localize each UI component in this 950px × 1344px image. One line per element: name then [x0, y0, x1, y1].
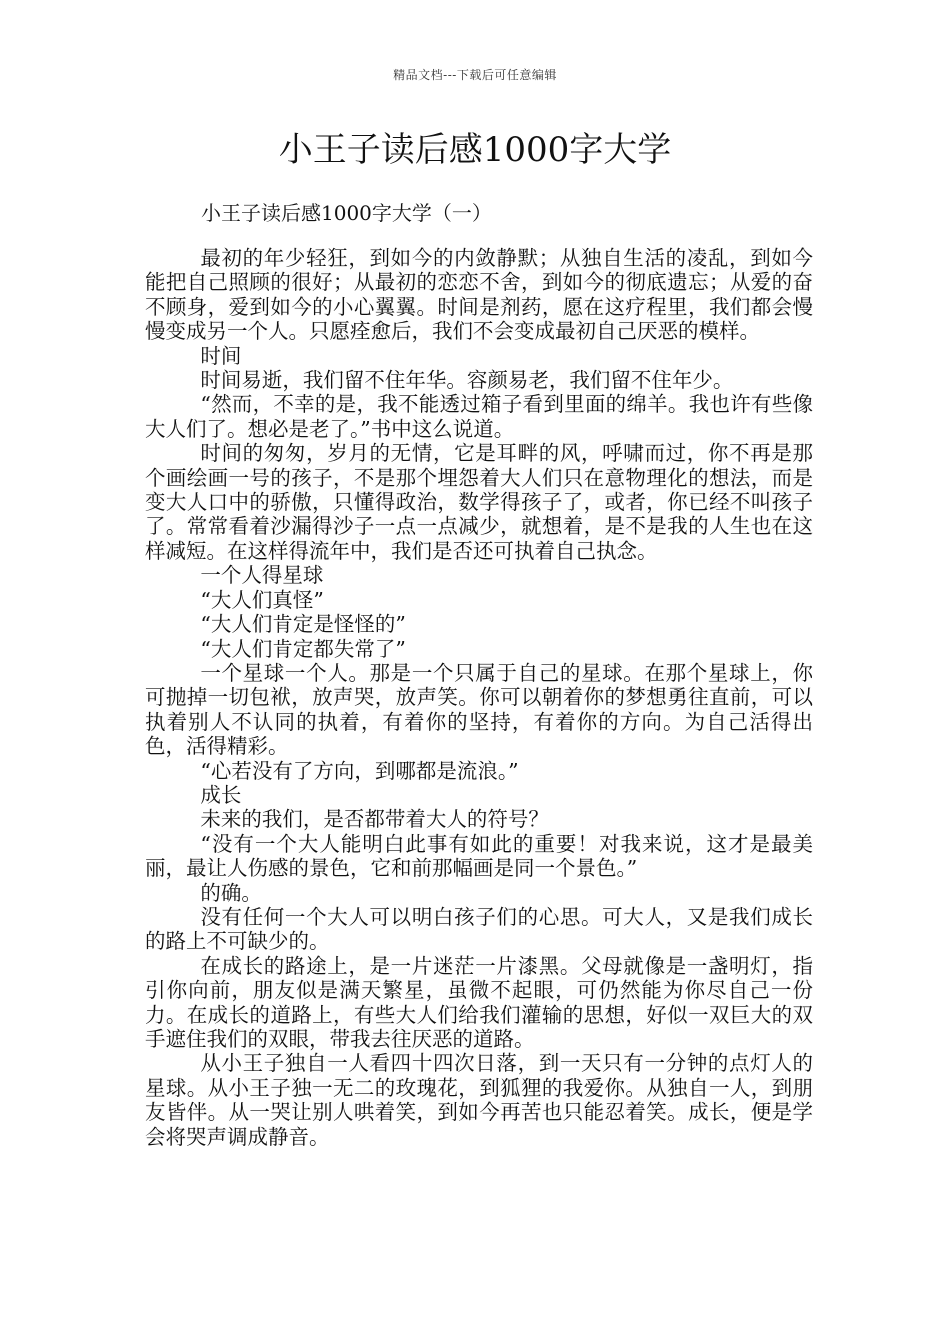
paragraph: 从小王子独自一人看四十四次日落，到一天只有一分钟的点灯人的星球。从小王子独一无二的玫瑰花，到狐狸的我爱你。从独自一人，到朋友皆伴。从一哭让别人哄着笑，到如今再苦也只能忍着笑。成长，便是学会将哭声调成静音。	[145, 1051, 813, 1149]
paragraph: 最初的年少轻狂，到如今的内敛静默；从独自生活的凌乱，到如今能把自己照顾的很好；从最初的恋恋不舍，到如今的彻底遗忘；从爱的奋不顾身，爱到如今的小心翼翼。时间是剂药，愿在这疗程里，我们都会慢慢变成另一个人。只愿痊愈后，我们不会变成最初自己厌恶的模样。	[145, 246, 813, 344]
document-title: 小王子读后感1000字大学	[278, 130, 672, 170]
body-text	[145, 246, 813, 1149]
paragraph: 一个星球一个人。那是一个只属于自己的星球。在那个星球上，你可抛掉一切包袱，放声哭，放声笑。你可以朝着你的梦想勇往直前，可以执着别人不认同的执着，有着你的坚持，有着你的方向。为自己活得出色，活得精彩。	[145, 660, 813, 759]
quote-line: “大人们真怪”	[200, 587, 324, 612]
section-heading: 时间	[200, 343, 242, 368]
quote-line: “大人们肯定是怪怪的”	[200, 612, 406, 637]
quote-line: “心若没有了方向，到哪都是流浪。”	[200, 758, 519, 783]
paragraph: 没有任何一个大人可以明白孩子们的心思。可大人，又是我们成长的路上不可缺少的。	[145, 904, 813, 954]
paragraph: 在成长的路途上，是一片迷茫一片漆黑。父母就像是一盏明灯，指引你向前，朋友似是满天繁星，虽微不起眼，可仍然能为你尽自己一份力。在成长的道路上，有些大人们给我们灌输的思想，好似一双巨大的双手遮住我们的双眼，带我去往厌恶的道路。	[145, 953, 813, 1051]
quote-line: “大人们肯定都失常了”	[200, 636, 406, 661]
section-heading: 一个人得星球	[200, 563, 324, 588]
quote-paragraph: “然而，不幸的是，我不能透过箱子看到里面的绵羊。我也许有些像大人们了。想必是老了。”书中这么说道。	[145, 392, 813, 441]
paragraph: 时间的匆匆，岁月的无情，它是耳畔的风，呼啸而过，你不再是那个画绘画一号的孩子，不是那个埋怨着大人们只在意物理化的想法，而是变大人口中的骄傲，只懂得政治，数学得孩子了，或者，你已经不叫孩子了。常常看着沙漏得沙子一点一点减少，就想着，是不是我的人生也在这样减短。在这样得流年中，我们是否还可执着自己执念。	[145, 441, 813, 563]
page-header: 精品文档---下载后可任意编辑	[393, 68, 557, 82]
section-heading: 成长	[200, 782, 242, 807]
document-subtitle: 小王子读后感1000字大学（一）	[201, 201, 492, 225]
paragraph: 的确。	[200, 880, 262, 905]
paragraph: 未来的我们，是否都带着大人的符号？	[200, 807, 549, 832]
quote-paragraph: “没有一个大人能明白此事有如此的重要！对我来说，这才是最美丽，最让人伤感的景色，它和前那幅画是同一个景色。”	[145, 831, 813, 881]
paragraph: 时间易逝，我们留不住年华。容颜易老，我们留不住年少。	[200, 368, 734, 393]
